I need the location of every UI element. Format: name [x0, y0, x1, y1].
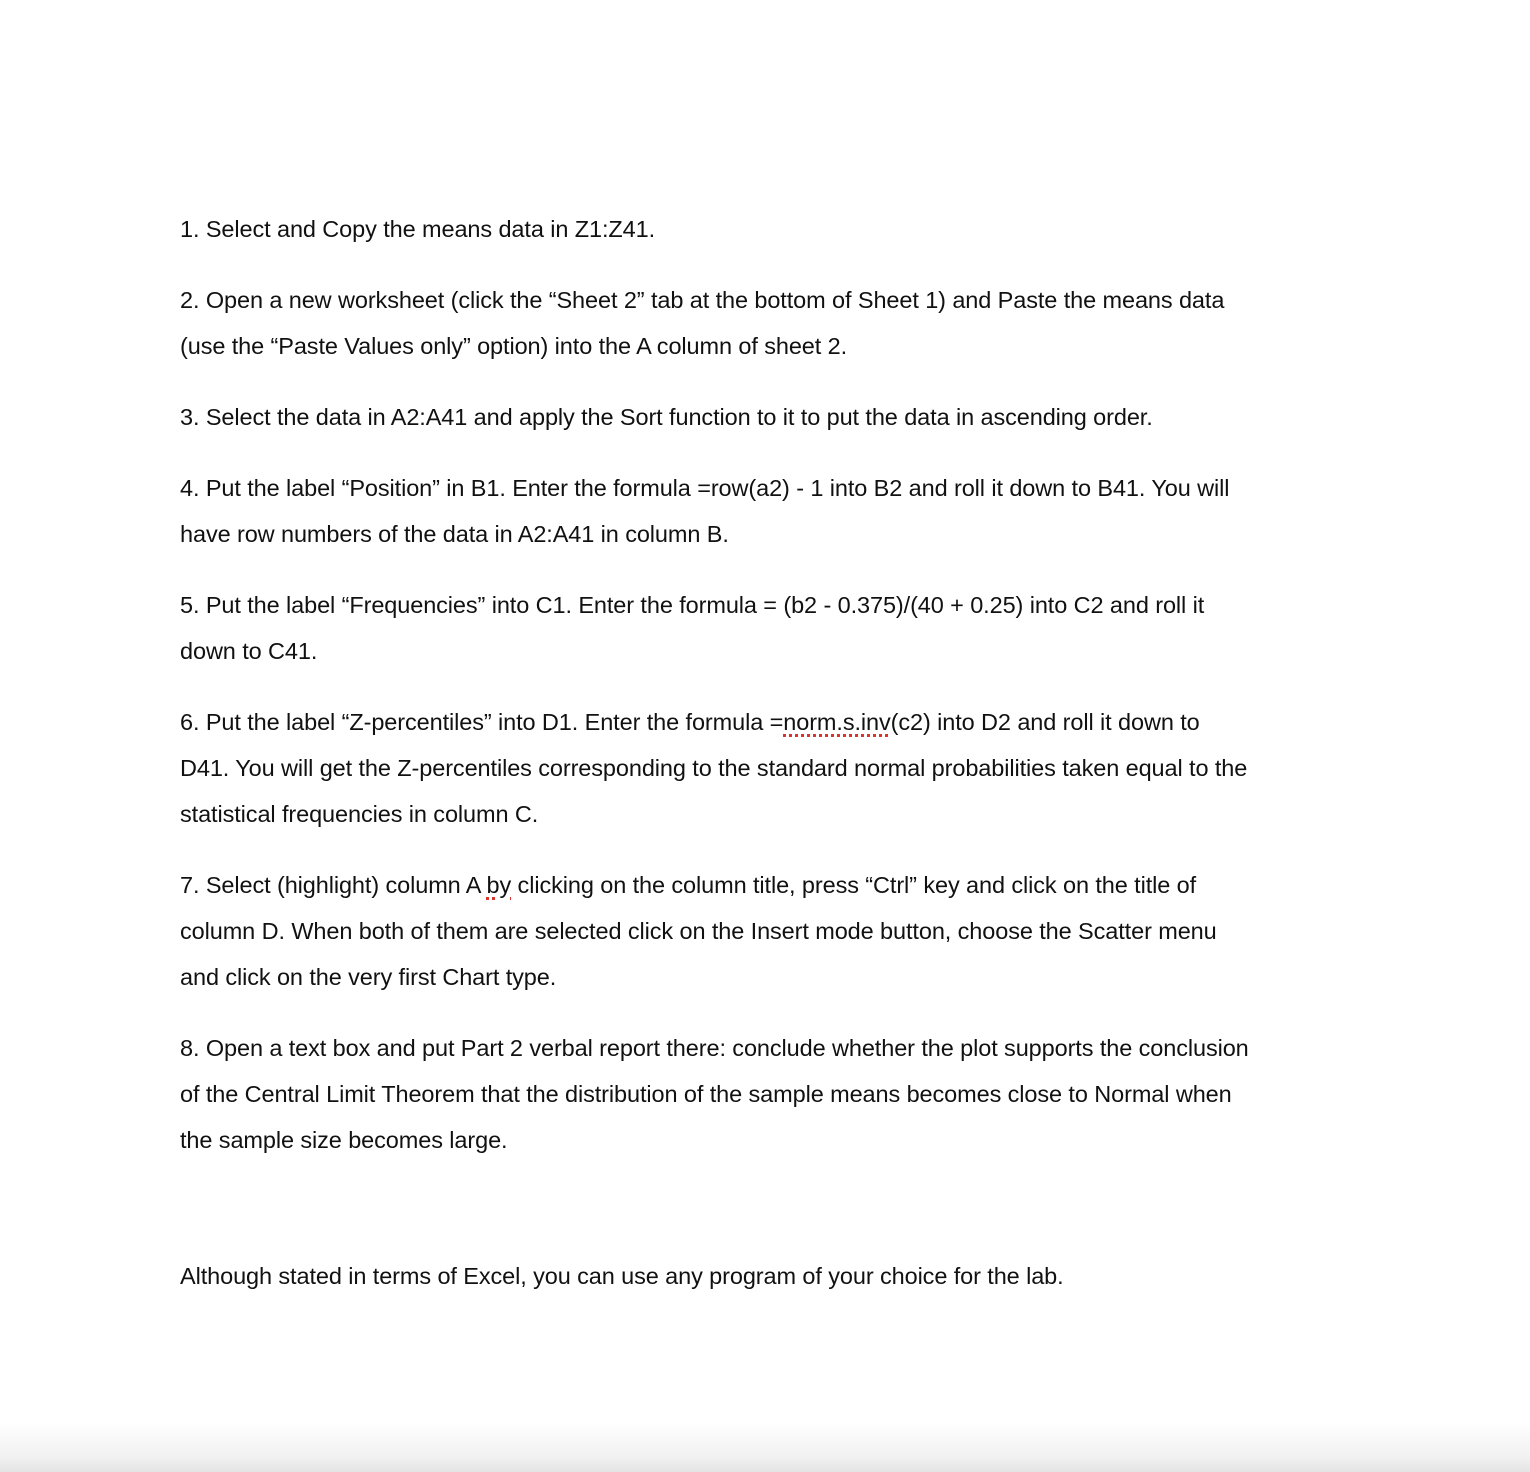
step-8-line-3: the sample size becomes large.: [180, 1127, 508, 1153]
instruction-step-4: [180, 465, 1370, 557]
step-6-text-before: 6. Put the label “Z-percentiles” into D1. Enter the formula =: [180, 709, 784, 735]
step-4-line-2: have row numbers of the data in A2:A41 in column B.: [180, 521, 729, 547]
step-7-line-1: [180, 862, 1370, 908]
step-5-line-2: down to C41.: [180, 638, 318, 664]
instruction-step-6: [180, 699, 1370, 837]
step-8-line-2: of the Central Limit Theorem that the distribution of the sample means becomes close to Normal when: [180, 1081, 1232, 1107]
step-4-line-1: 4. Put the label “Position” in B1. Enter the formula =row(a2) - 1 into B2 and roll it down to B41. You will: [180, 475, 1230, 501]
instruction-step-3: [180, 394, 1370, 440]
step-7-line-2: column D. When both of them are selected click on the Insert mode button, choose the Scatter menu: [180, 918, 1217, 944]
instruction-step-5: [180, 582, 1370, 674]
instruction-list: [180, 206, 1370, 1188]
page-bottom-shadow: [0, 1422, 1530, 1472]
step-3-line-1: 3. Select the data in A2:A41 and apply the Sort function to it to put the data in ascending order.: [180, 404, 1153, 430]
instruction-step-8: [180, 1025, 1370, 1163]
step-6-line-3: statistical frequencies in column C.: [180, 801, 539, 827]
step-7-text-before: 7. Select (highlight) column A: [180, 872, 487, 898]
instruction-step-2: [180, 277, 1370, 369]
step-6-text-after: (c2) into D2 and roll it down to: [890, 709, 1200, 735]
step-2-line-1: 2. Open a new worksheet (click the “Sheet 2” tab at the bottom of Sheet 1) and Paste the means data: [180, 287, 1225, 313]
footer-note: Although stated in terms of Excel, you can use any program of your choice for the lab.: [180, 1263, 1064, 1289]
instruction-step-7: [180, 862, 1370, 1000]
step-8-line-1: 8. Open a text box and put Part 2 verbal report there: conclude whether the plot supports the conclusion: [180, 1035, 1249, 1061]
step-7-text-after: clicking on the column title, press “Ctrl” key and click on the title of: [511, 872, 1197, 898]
instruction-step-1: [180, 206, 1370, 252]
grammar-flagged-word[interactable]: by: [486, 872, 512, 898]
step-1-line-1: 1. Select and Copy the means data in Z1:Z41.: [180, 216, 656, 242]
step-6-line-1: [180, 699, 1370, 745]
spellcheck-flagged-word[interactable]: norm.s.inv: [783, 709, 891, 735]
step-5-line-1: 5. Put the label “Frequencies” into C1. Enter the formula = (b2 - 0.375)/(40 + 0.25) into C2 and roll it: [180, 592, 1205, 618]
step-7-line-3: and click on the very first Chart type.: [180, 964, 557, 990]
step-2-line-2: (use the “Paste Values only” option) into the A column of sheet 2.: [180, 333, 848, 359]
step-6-line-2: D41. You will get the Z-percentiles corresponding to the standard normal probabilities taken equal to the: [180, 755, 1248, 781]
